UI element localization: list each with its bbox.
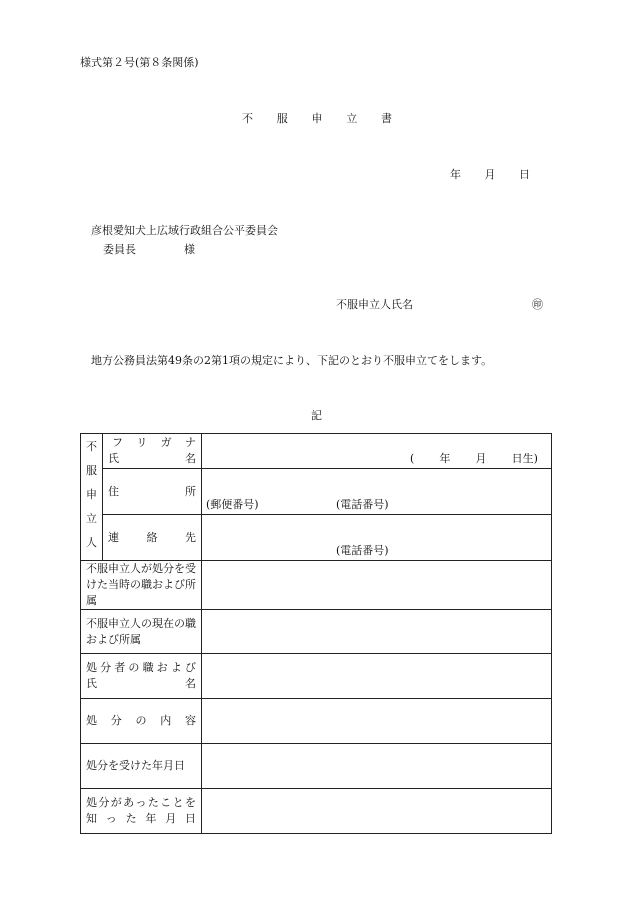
birth-date: [410, 452, 538, 466]
contact-char: 連: [108, 530, 119, 544]
known-date-char: た: [125, 812, 137, 825]
contact-phone-label: (電話番号): [336, 544, 389, 557]
date-month: 月: [484, 168, 496, 181]
ki-heading: 記: [311, 409, 322, 422]
name-value-cell[interactable]: [202, 434, 552, 469]
content-char: 処: [86, 714, 97, 727]
disposition-date-value[interactable]: [202, 744, 552, 789]
content-char: 内: [160, 714, 172, 727]
address-value-cell[interactable]: [202, 469, 552, 515]
group-char: 立: [86, 512, 97, 525]
contact-label: [103, 515, 202, 561]
contact-char: 絡: [146, 530, 158, 544]
disposition-date-label: 処分を受けた年月日: [81, 744, 202, 789]
statement: 地方公務員法第49条の2第1項の規定により、下記のとおり不服申立てをします。: [91, 354, 493, 367]
disposer-char: 名: [185, 677, 196, 690]
address-char: 住: [108, 484, 119, 498]
disposition-content-value[interactable]: [202, 699, 552, 744]
content-char: 容: [185, 714, 196, 727]
furigana-char: リ: [136, 436, 148, 449]
current-position-label: 不服申立人の現在の職および所属: [81, 610, 202, 654]
group-char: 不: [86, 440, 97, 453]
document-title: [242, 112, 392, 126]
addressee-chair: 委員長: [103, 243, 136, 256]
application-table: [80, 433, 552, 834]
addressee-org: 彦根愛知犬上広域行政組合公平委員会: [91, 224, 278, 237]
disposer-label: [81, 654, 202, 699]
known-date-line1: 処分があったことを: [86, 796, 196, 809]
group-char: 服: [86, 464, 97, 477]
known-date-label: [81, 789, 202, 834]
disposition-content-label: [81, 699, 202, 744]
birth-open: (: [410, 452, 415, 465]
title-char: 申: [311, 112, 323, 125]
known-date-char: 知: [86, 812, 97, 825]
disposer-line1: 処分者の職および: [86, 661, 196, 674]
furigana-char: フ: [112, 436, 123, 449]
disposer-value[interactable]: [202, 654, 552, 699]
birth-month: 月: [475, 452, 487, 465]
title-char: 立: [346, 112, 358, 125]
applicant-group-label: [81, 434, 103, 561]
content-char: の: [135, 714, 147, 727]
form-number: 様式第２号(第８条関係): [80, 56, 199, 69]
addressee-sama: 様: [184, 243, 195, 256]
past-position-label: 不服申立人が処分を受けた当時の職および所属: [81, 561, 202, 610]
furigana-name-label: [103, 434, 202, 469]
date-line: [450, 168, 530, 182]
past-position-value[interactable]: [202, 561, 552, 610]
name-char: 名: [185, 452, 196, 465]
birth-day: 日生): [511, 452, 538, 465]
group-char: 人: [86, 536, 97, 549]
furigana-char: ガ: [160, 436, 172, 449]
contact-char: 先: [185, 530, 196, 544]
name-char: 氏: [108, 452, 119, 465]
date-day: 日: [519, 168, 530, 181]
known-date-char: 日: [184, 812, 196, 825]
title-char: 服: [276, 112, 288, 125]
date-year: 年: [450, 168, 461, 181]
postal-code-label: (郵便番号): [206, 498, 259, 511]
known-date-value[interactable]: [202, 789, 552, 834]
known-date-char: っ: [105, 812, 117, 825]
phone-label: (電話番号): [336, 498, 389, 511]
content-char: 分: [110, 714, 122, 727]
title-char: 書: [381, 112, 392, 125]
contact-value-cell[interactable]: [202, 515, 552, 561]
current-position-value[interactable]: [202, 610, 552, 654]
disposer-char: 氏: [86, 677, 97, 690]
address-char: 所: [185, 484, 196, 498]
known-date-char: 月: [165, 812, 177, 825]
birth-year: 年: [439, 452, 451, 465]
seal-mark: ㊞: [532, 298, 543, 311]
group-char: 申: [86, 488, 97, 501]
known-date-char: 年: [145, 812, 157, 825]
address-label: [103, 469, 202, 515]
applicant-name-label: 不服申立人氏名: [336, 298, 413, 311]
furigana-char: ナ: [184, 436, 196, 449]
title-char: 不: [242, 112, 253, 125]
